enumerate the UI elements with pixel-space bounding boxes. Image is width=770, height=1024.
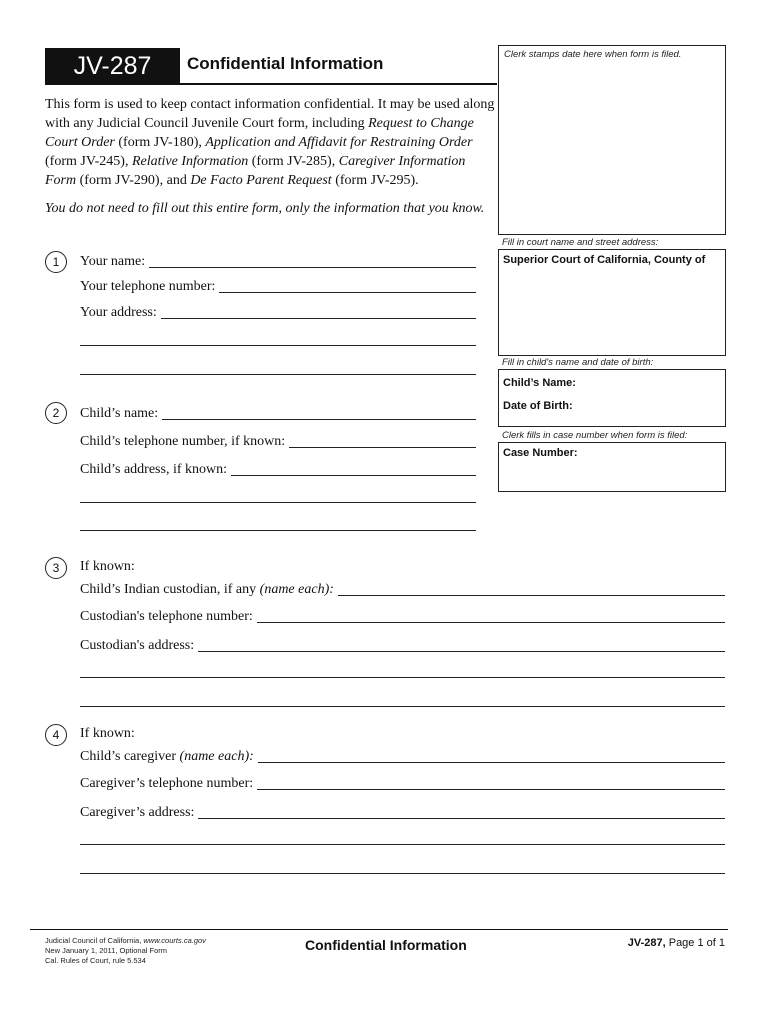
custodian-address-field[interactable]: Custodian's address:	[80, 636, 725, 654]
footer-rule	[30, 929, 728, 930]
section-3-number: 3	[45, 557, 67, 579]
your-address-line-3[interactable]	[80, 374, 476, 375]
section-2-number: 2	[45, 402, 67, 424]
court-box[interactable]	[498, 249, 726, 356]
section-3-if-known: If known:	[80, 559, 135, 574]
case-number-label: Case Number:	[503, 447, 578, 459]
section-1-number: 1	[45, 251, 67, 273]
intro-note: You do not need to fill out this entire form, only the information that you know.	[45, 201, 485, 216]
caregiver-address-line-2[interactable]	[80, 844, 725, 845]
form-id-badge: JV-287	[45, 48, 180, 84]
child-name-field[interactable]: Child’s name:	[80, 404, 476, 422]
child-address-field[interactable]: Child’s address, if known:	[80, 460, 476, 478]
custodian-phone-field[interactable]: Custodian's telephone number:	[80, 607, 725, 625]
intro-paragraph: This form is used to keep contact information confidential. It may be used along with any Judicial Council Juvenile Court form, including Request to Change Court Order (form JV-180), Application and Affidavit for Restraining Order (form JV-245), Relative Information (form JV-285), Caregiver Information Form (form JV-290), and De Facto Parent Request (form JV-295).	[45, 97, 495, 188]
clerk-stamp-caption: Clerk stamps date here when form is filed.	[504, 49, 682, 60]
child-phone-field[interactable]: Child’s telephone number, if known:	[80, 432, 476, 450]
section-4-number: 4	[45, 724, 67, 746]
court-caption: Fill in court name and street address:	[502, 237, 659, 248]
your-address-line-2[interactable]	[80, 345, 476, 346]
your-address-field[interactable]: Your address:	[80, 303, 476, 321]
your-phone-field[interactable]: Your telephone number:	[80, 277, 476, 295]
child-name-label: Child’s Name:	[503, 377, 576, 389]
form-title: Confidential Information	[187, 54, 384, 73]
caregiver-address-line-3[interactable]	[80, 873, 725, 874]
custodian-address-line-3[interactable]	[80, 706, 725, 707]
footer-page-number: JV-287, Page 1 of 1	[627, 937, 725, 949]
clerk-stamp-box	[498, 45, 726, 235]
child-caption: Fill in child's name and date of birth:	[502, 357, 654, 368]
custodian-address-line-2[interactable]	[80, 677, 725, 678]
child-address-line-2[interactable]	[80, 502, 476, 503]
court-label: Superior Court of California, County of	[503, 254, 706, 266]
caregiver-address-field[interactable]: Caregiver’s address:	[80, 803, 725, 821]
header-rule	[45, 83, 497, 85]
caregiver-phone-field[interactable]: Caregiver’s telephone number:	[80, 774, 725, 792]
case-caption: Clerk fills in case number when form is filed:	[502, 430, 688, 441]
footer-title: Confidential Information	[305, 937, 467, 953]
your-name-field[interactable]: Your name:	[80, 252, 476, 270]
case-number-box[interactable]	[498, 442, 726, 492]
dob-label: Date of Birth:	[503, 400, 573, 412]
child-info-box[interactable]	[498, 369, 726, 427]
caregiver-name-field[interactable]: Child’s caregiver (name each):	[80, 747, 725, 765]
section-4-if-known: If known:	[80, 726, 135, 741]
custodian-name-field[interactable]: Child’s Indian custodian, if any (name each):	[80, 580, 725, 598]
child-address-line-3[interactable]	[80, 530, 476, 531]
footer-citation: Judicial Council of California, www.courts.ca.gov New January 1, 2011, Optional Form Cal. Rules of Court, rule 5.534	[45, 936, 206, 965]
